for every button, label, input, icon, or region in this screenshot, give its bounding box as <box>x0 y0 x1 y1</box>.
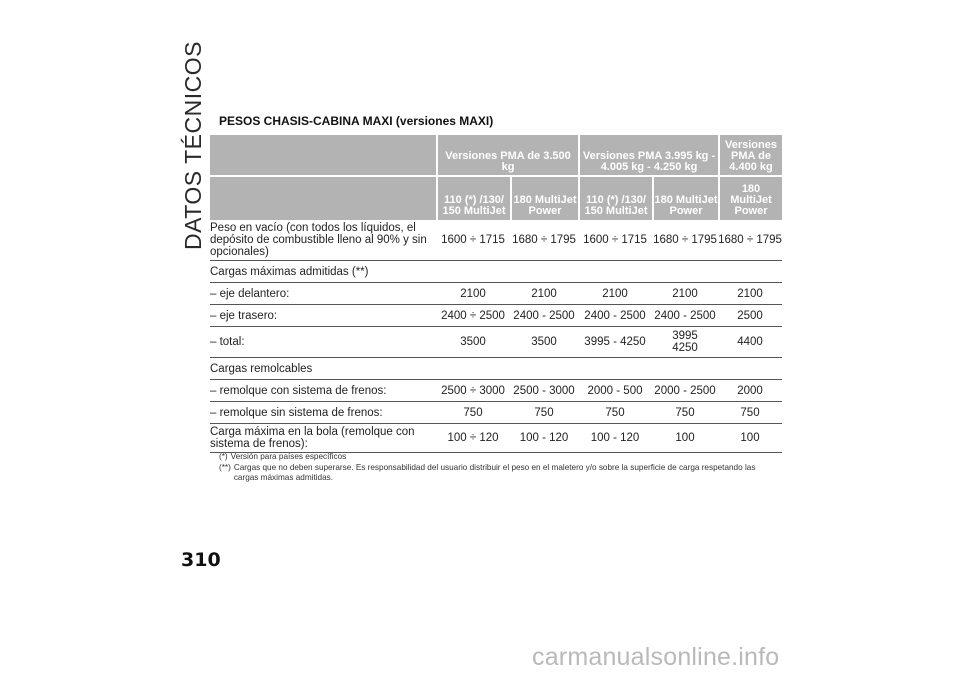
row-label: – eje trasero: <box>210 305 436 327</box>
row-label: Cargas máximas admitidas (**) <box>210 261 436 283</box>
footnotes <box>219 452 779 484</box>
cell-value: 100 - 120 <box>578 424 652 453</box>
row-label: – remolque sin sistema de frenos: <box>210 402 436 424</box>
header-engine-2 <box>510 177 578 220</box>
cell-value: 2000 <box>718 380 782 402</box>
table-row <box>210 424 782 453</box>
header-engine-1 <box>436 177 510 220</box>
cell-value: 2400 - 2500 <box>652 305 718 327</box>
cell-value: 2100 <box>436 283 510 305</box>
header-engine-5-label: 180 MultiJet Power <box>730 183 772 217</box>
cell-value <box>652 358 718 380</box>
row-label: – eje delantero: <box>210 283 436 305</box>
cell-value: 1680 ÷ 1795 <box>652 220 718 261</box>
header-engine-3-line1: 110 (*) /130/ <box>586 194 646 206</box>
cell-value: 750 <box>510 402 578 424</box>
cell-value: 3995 4250 <box>652 327 718 358</box>
header-engine-2-label: 180 MultiJet Power <box>513 194 577 217</box>
cell-value: 2100 <box>718 283 782 305</box>
header-blank-cell <box>210 135 436 177</box>
footnote-mark: (*) <box>219 452 228 461</box>
cell-value <box>510 358 578 380</box>
cell-value: 750 <box>436 402 510 424</box>
header-group-3500 <box>436 135 578 177</box>
cell-value: 750 <box>652 402 718 424</box>
cell-value: 2400 - 2500 <box>578 305 652 327</box>
cell-value: 2000 - 500 <box>578 380 652 402</box>
header-group-3995-label: Versiones PMA 3.995 kg - 4.005 kg - 4.250 kg <box>582 150 716 173</box>
header-group-4400-label: Versiones PMA de 4.400 kg <box>725 139 777 173</box>
row-label: – remolque con sistema de frenos: <box>210 380 436 402</box>
cell-value: 750 <box>718 402 782 424</box>
page-number: 310 <box>181 549 221 571</box>
header-engine-1-line2: 150 MultiJet <box>442 205 506 217</box>
footnote <box>219 463 779 484</box>
cell-value: 3500 <box>436 327 510 358</box>
table-row <box>210 220 782 261</box>
header-row-groups <box>210 135 782 177</box>
cell-value <box>718 261 782 283</box>
cell-value <box>718 358 782 380</box>
cell-value <box>578 358 652 380</box>
footnote <box>219 452 779 463</box>
cell-value: 2400 - 2500 <box>510 305 578 327</box>
table-row <box>210 380 782 402</box>
cell-value: 100 - 120 <box>510 424 578 453</box>
cell-value: 2100 <box>578 283 652 305</box>
cell-value: 3500 <box>510 327 578 358</box>
table-row <box>210 261 782 283</box>
cell-value: 1600 ÷ 1715 <box>436 220 510 261</box>
cell-value: 100 <box>718 424 782 453</box>
table-row <box>210 327 782 358</box>
cell-value: 2500 ÷ 3000 <box>436 380 510 402</box>
header-engine-3-line2: 150 MultiJet <box>584 205 648 217</box>
footnote-mark: (**) <box>219 462 231 472</box>
footnote-text: Versión para países específicos <box>230 452 347 461</box>
header-engine-5 <box>718 177 782 220</box>
cell-value <box>578 261 652 283</box>
cell-value: 2500 <box>718 305 782 327</box>
cell-value: 2100 <box>652 283 718 305</box>
section-title: PESOS CHASIS-CABINA MAXI (versiones MAXI) <box>219 114 494 128</box>
table-row <box>210 305 782 327</box>
cell-value: 750 <box>578 402 652 424</box>
header-engine-3 <box>578 177 652 220</box>
table-row <box>210 358 782 380</box>
row-label: Peso en vacío (con todos los líquidos, el depósito de combustible lleno al 90% y sin opcionales) <box>210 220 436 261</box>
header-group-3500-label: Versiones PMA de 3.500 kg <box>445 150 571 173</box>
cell-value: 1680 ÷ 1795 <box>510 220 578 261</box>
cell-value: 100 <box>652 424 718 453</box>
cell-value: 3995 - 4250 <box>578 327 652 358</box>
chapter-side-title: DATOS TÉCNICOS <box>180 41 206 250</box>
watermark: carmanualsonline.info <box>532 643 780 671</box>
cell-value: 2000 - 2500 <box>652 380 718 402</box>
cell-value: 1680 ÷ 1795 <box>718 220 782 261</box>
cell-value: 2100 <box>510 283 578 305</box>
weights-table <box>210 135 782 453</box>
footnote-text: Cargas que no deben superarse. Es responsabilidad del usuario distribuir el peso en el maletero y/o sobre la superficie de carga respetando las cargas máximas admitidas. <box>233 462 756 482</box>
cell-value <box>436 261 510 283</box>
cell-value: 100 ÷ 120 <box>436 424 510 453</box>
header-row-engines <box>210 177 782 220</box>
cell-value <box>510 261 578 283</box>
table-row <box>210 402 782 424</box>
header-engine-4-label: 180 MultiJet Power <box>654 194 718 217</box>
header-engine-1-line1: 110 (*) /130/ <box>444 194 504 206</box>
row-label: – total: <box>210 327 436 358</box>
cell-value <box>436 358 510 380</box>
cell-value: 2500 - 3000 <box>510 380 578 402</box>
table-row <box>210 283 782 305</box>
header-group-4400 <box>718 135 782 177</box>
header-group-3995-4250 <box>578 135 718 177</box>
header-engine-4 <box>652 177 718 220</box>
row-label: Carga máxima en la bola (remolque con sistema de frenos): <box>210 424 436 453</box>
header-blank-cell-2 <box>210 177 436 220</box>
cell-value: 1600 ÷ 1715 <box>578 220 652 261</box>
cell-value <box>652 261 718 283</box>
cell-value: 2400 ÷ 2500 <box>436 305 510 327</box>
row-label: Cargas remolcables <box>210 358 436 380</box>
cell-value: 4400 <box>718 327 782 358</box>
